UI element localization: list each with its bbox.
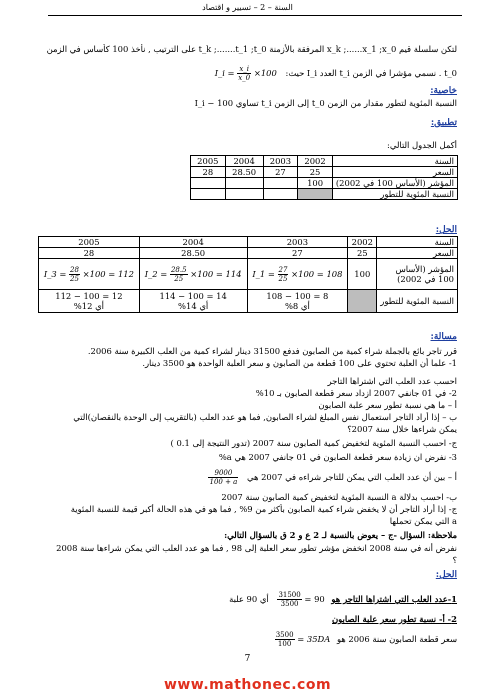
property-title: خاصية: <box>430 86 457 96</box>
index-cell: 100 <box>298 178 333 189</box>
header-rule <box>48 15 462 16</box>
answer-q1-formula <box>277 588 324 610</box>
formula-rhs: ×100 <box>253 68 277 78</box>
answer-q2-label: 2- أ- نسبة تطور سعر علبة الصابون <box>332 614 457 624</box>
problem-line: ج- احسب النسبة المئوية لتخفيض كمية الصابون سنة 2007 (تدور النتيجة إلى 0.1 ) <box>170 438 457 448</box>
property-text: النسبة المئوية لتطور مقدار من الزمن t_0 إلى الزمن t_i تساوي I_i − 100 <box>194 98 457 108</box>
problem-line: ب- احسب بدلالة a النسبة المئوية لتخفيض كمية الصابون سنة 2007 <box>221 492 457 502</box>
percent-calc: 112 − 100 = 12 <box>55 291 123 301</box>
year-cell: 2003 <box>247 237 348 248</box>
percent-result: أي 14% <box>178 301 209 311</box>
formula-fraction <box>170 266 188 283</box>
answer-q1-tail: أي 90 علبة <box>229 594 269 604</box>
problem-line: احسب عدد العلب التي اشتراها التاجر <box>327 376 457 386</box>
problem-line: ب – إذا أراد التاجر استعمال نفس المبلغ لشراء الصابون, فما هو عدد العلب (بالتقريب إلى الوحدة بالنقصان)التي <box>73 412 457 422</box>
empty-cell <box>263 178 298 189</box>
problem-line: a التي يمكن تحملها <box>389 516 457 526</box>
exercise-table <box>190 155 458 200</box>
q1-fraction <box>277 591 301 608</box>
q2-den: 100 <box>277 640 292 648</box>
formula-lhs: I_2 = <box>144 268 168 279</box>
problem-line: 2- في 01 جانفي 2007 ازداد سعر قطعة الصابون بـ 10% <box>255 388 457 398</box>
index-formula-cell <box>247 259 348 290</box>
price-cell: 28.50 <box>139 248 247 259</box>
percent-result: أي 8% <box>284 301 310 311</box>
row-label-price: السعر <box>377 248 458 259</box>
empty-cell <box>191 178 226 189</box>
intro-line-1: لتكن سلسلة قيم x_k ;......x_1 ;x_0 المرفقة بالأزمنة t_k ;.......t_1 ;t_0 على الترتيب , نأخذ 100 كأساس في الزمن <box>46 44 457 54</box>
year-cell: 2005 <box>39 237 140 248</box>
formula-num: 28.5 <box>170 265 187 274</box>
fraction-num: 9000 <box>208 469 238 478</box>
solution-table <box>38 236 458 313</box>
problem-line-fraction <box>40 466 457 488</box>
footer-website[interactable]: www.mathonec.com <box>163 677 332 693</box>
intro-line-2-text: t_0 . نسمي مؤشرا في الزمن t_i العدد I_i حيث: <box>285 68 457 78</box>
page-header: السنة – 2 – تسيير و اقتصاد <box>202 3 293 12</box>
empty-cell <box>225 189 263 200</box>
table-row <box>191 167 458 178</box>
row-label-year: السنة <box>332 156 457 167</box>
formula-rhs: ×100 = 114 <box>190 268 242 279</box>
table-row <box>191 178 458 189</box>
q1-den: 3500 <box>280 600 299 608</box>
problem-line: ؟ <box>452 555 457 565</box>
row-label-year: السنة <box>377 237 458 248</box>
year-cell: 2002 <box>298 156 333 167</box>
problem-line: يمكن شراءها خلال سنة 2007؟ <box>347 424 457 434</box>
q1-rhs: = 90 <box>304 594 325 604</box>
page-number: 7 <box>244 654 251 664</box>
answer-title: الحل: <box>435 570 457 580</box>
formula-fraction <box>278 266 289 283</box>
q2-rhs: = 35DA <box>297 634 331 644</box>
price-cell: 28.50 <box>225 167 263 178</box>
answer-q2-formula <box>275 628 331 650</box>
table-row <box>191 156 458 167</box>
formula-den: 25 <box>174 274 184 283</box>
problem-line: ج- إذا أراد التاجر أن لا يخفض شراء كمية الصابون بأكثر من 9% , فما هو في هذه الحالة أكبر قيمة للنسبة المئوية <box>70 504 457 514</box>
formula-lhs: I_i = <box>214 68 235 78</box>
shaded-cell <box>348 290 377 313</box>
year-cell: 2005 <box>191 156 226 167</box>
price-cell: 28 <box>191 167 226 178</box>
shaded-cell <box>298 189 333 200</box>
application-instruction: أكمل الجدول التالي: <box>387 140 457 150</box>
formula-lhs: I_1 = <box>252 268 275 279</box>
formula-num: 28 <box>70 265 79 274</box>
problem-line: أ – ما هي نسبة تطور سعر علبة الصابون <box>318 400 457 410</box>
percent-cell <box>39 290 140 313</box>
formula-den: 25 <box>278 274 288 283</box>
problem-note: ملاحظة: السؤال -ج – يعوض بالنسبة لـ 2 ع و 2 ق بالسؤال التالي: <box>224 530 457 540</box>
percent-calc: 108 − 100 = 8 <box>266 291 329 301</box>
q1-num: 31500 <box>278 591 301 599</box>
formula-fraction <box>237 65 251 82</box>
problem-line: قرر تاجر بائع بالجملة شراء كمية من الصابون فدفع 31500 دينار لشراء كمية من العلب الكبيرة سنة 2006. <box>87 346 457 356</box>
problem-line: 3- نفرض ان زيادة سعر قطعة الصابون في 01 جانفي 2007 هي a% <box>218 452 457 462</box>
price-cell: 27 <box>247 248 348 259</box>
empty-cell <box>191 189 226 200</box>
formula-rhs: ×100 = 112 <box>82 268 134 279</box>
empty-cell <box>225 178 263 189</box>
formula-den: 25 <box>70 274 79 283</box>
row-label-index: المؤشر (الأساس 100 في 2002) <box>332 178 457 189</box>
formula-lhs: I_3 = <box>43 268 67 279</box>
table-row <box>191 189 458 200</box>
percent-result: أي 12% <box>73 301 104 311</box>
price-cell: 25 <box>298 167 333 178</box>
table-row <box>39 290 458 313</box>
index-formula-cell <box>39 259 140 290</box>
table-row <box>39 237 458 248</box>
boxes-fraction <box>208 469 238 486</box>
year-cell: 2004 <box>139 237 247 248</box>
problem-line: 1- علما أن العلبة تحتوي على 100 قطعة من الصابون و سعر العلبة الواحدة هو 3500 دينار. <box>142 358 457 368</box>
index-cell: 100 <box>348 259 377 290</box>
answer-q1-label: 1-عدد العلب التي اشتراها التاجر هو <box>331 594 457 604</box>
problem-line: نفرض أنه في سنة 2008 انخفض مؤشر تطور سعر العلبة إلى 98 , فما هو عدد العلب التي يمكن شراءها سنة 2008 <box>56 543 457 553</box>
fraction-den: 100 + a <box>209 478 238 486</box>
price-cell: 27 <box>263 167 298 178</box>
application-title: تطبيق: <box>430 118 457 128</box>
index-formula-cell <box>139 259 247 290</box>
formula-den: x_0 <box>238 74 251 82</box>
formula-num: 27 <box>278 265 288 274</box>
row-label-percent: النسبة المئوية للتطور <box>377 290 458 313</box>
formula-fraction <box>69 266 80 283</box>
q2-fraction <box>275 631 295 648</box>
year-cell: 2004 <box>225 156 263 167</box>
table-row <box>39 248 458 259</box>
row-label-percent: النسبة المئوية للتطور <box>332 189 457 200</box>
q2-num: 3500 <box>275 631 294 639</box>
year-cell: 2002 <box>348 237 377 248</box>
problem-line-text: أ – بين أن عدد العلب التي يمكن للتاجر شراءه في 2007 هي <box>247 472 457 482</box>
answer-q1 <box>40 588 457 610</box>
price-cell: 25 <box>348 248 377 259</box>
formula-rhs: ×100 = 108 <box>291 268 343 279</box>
solution-title: الحل: <box>435 225 457 235</box>
formula-num: x_i <box>237 65 251 74</box>
price-cell: 28 <box>39 248 140 259</box>
answer-q2-text: سعر قطعة الصابون سنة 2006 هو <box>336 634 457 644</box>
row-label-price: السعر <box>332 167 457 178</box>
percent-cell <box>139 290 247 313</box>
percent-cell <box>247 290 348 313</box>
intro-line-2 <box>40 62 457 84</box>
problem-title: مسألة: <box>430 332 457 342</box>
row-label-index: المؤشر (الأساس 100 في 2002) <box>377 259 458 290</box>
year-cell: 2003 <box>263 156 298 167</box>
empty-cell <box>263 189 298 200</box>
answer-q2 <box>40 628 457 650</box>
percent-calc: 114 − 100 = 14 <box>159 291 227 301</box>
table-row <box>39 259 458 290</box>
index-formula <box>215 62 277 84</box>
